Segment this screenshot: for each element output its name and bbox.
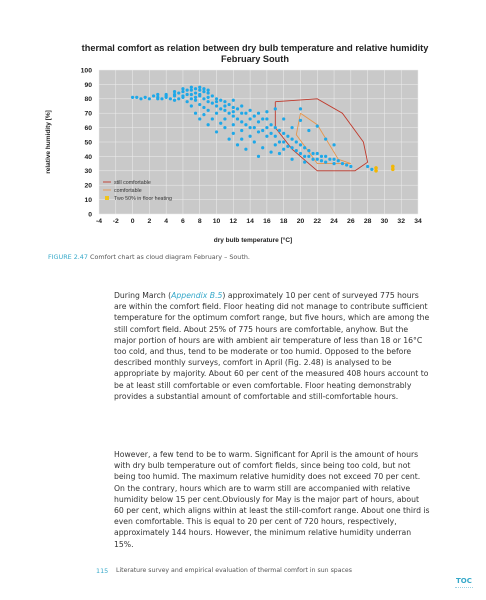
data-point bbox=[219, 99, 222, 102]
data-point bbox=[240, 104, 243, 107]
data-point bbox=[303, 155, 306, 158]
data-point bbox=[194, 91, 197, 94]
data-point bbox=[261, 129, 264, 132]
data-point bbox=[261, 146, 264, 149]
legend-label: still comfortable bbox=[114, 180, 151, 186]
data-point bbox=[219, 107, 222, 110]
legend-label: Two 50% in floor heating bbox=[114, 196, 173, 202]
data-point bbox=[253, 114, 256, 117]
y-tick-label: 40 bbox=[84, 153, 92, 161]
data-point bbox=[274, 126, 277, 129]
data-point bbox=[282, 148, 285, 151]
data-point bbox=[286, 145, 289, 148]
x-tick-label: 28 bbox=[363, 218, 372, 225]
data-point bbox=[269, 123, 272, 126]
y-tick-label: 20 bbox=[84, 182, 92, 190]
floor-heating-point bbox=[374, 169, 378, 173]
data-point bbox=[173, 94, 176, 97]
data-point bbox=[131, 96, 134, 99]
data-point bbox=[332, 162, 335, 165]
data-point bbox=[232, 123, 235, 126]
data-point bbox=[265, 117, 268, 120]
data-point bbox=[303, 146, 306, 149]
data-point bbox=[135, 96, 138, 99]
data-point bbox=[311, 158, 314, 161]
data-point bbox=[194, 87, 197, 90]
data-point bbox=[320, 155, 323, 158]
paragraph-1-rest: ) approximately 10 per cent of surveyed 775 hours are within the comfort field. Floor heating did not manage to contribute sufficient temperature for the optimum comfort range, but five hours, which are among the still comfort field. About 25% of 775 hours are comfortable, anyhow. But the major portion of hours are with ambient air temperature of less than 18 or 16°C too cold, and thus, tend to be moderate or too humid. Opposed to the before described monthly surveys, comfort in April (Fig. 2.48) is analysed to be appropriate by majority. About 60 per cent of the measured 408 hours account to be at least still comfortable or even comfortable. Floor heating demonstrably provides a substantial amount of comfortable and still-comfortable hours. bbox=[114, 291, 430, 401]
toc-link[interactable]: TOC bbox=[456, 577, 472, 585]
data-point bbox=[295, 140, 298, 143]
data-point bbox=[274, 107, 277, 110]
x-tick-label: 6 bbox=[181, 218, 185, 225]
data-point bbox=[311, 152, 314, 155]
data-point bbox=[299, 152, 302, 155]
data-point bbox=[165, 93, 168, 96]
data-point bbox=[139, 97, 142, 100]
data-point bbox=[198, 86, 201, 89]
data-point bbox=[316, 125, 319, 128]
data-point bbox=[257, 155, 260, 158]
data-point bbox=[307, 149, 310, 152]
data-point bbox=[202, 90, 205, 93]
data-point bbox=[324, 155, 327, 158]
data-point bbox=[303, 161, 306, 164]
data-point bbox=[190, 89, 193, 92]
data-point bbox=[173, 90, 176, 93]
data-point bbox=[207, 91, 210, 94]
data-point bbox=[211, 117, 214, 120]
data-point bbox=[236, 117, 239, 120]
data-point bbox=[160, 97, 163, 100]
x-tick-label: 20 bbox=[296, 218, 305, 225]
data-point bbox=[228, 103, 231, 106]
floor-heating-point bbox=[391, 168, 395, 172]
x-tick-label: 8 bbox=[197, 218, 202, 225]
data-point bbox=[228, 112, 231, 115]
data-point bbox=[194, 99, 197, 102]
y-axis-label: relative humidity [%] bbox=[45, 110, 52, 174]
data-point bbox=[173, 99, 176, 102]
x-tick-label: 14 bbox=[246, 218, 254, 225]
data-point bbox=[269, 132, 272, 135]
x-tick-label: 24 bbox=[330, 218, 338, 225]
data-point bbox=[257, 120, 260, 123]
x-tick-label: 30 bbox=[380, 218, 389, 225]
running-title: Literature survey and empirical evaluation of thermal comfort in sun spaces bbox=[116, 567, 352, 574]
data-point bbox=[207, 100, 210, 103]
y-tick-label: 70 bbox=[84, 110, 92, 118]
data-point bbox=[278, 152, 281, 155]
data-point bbox=[223, 100, 226, 103]
data-point bbox=[207, 109, 210, 112]
data-point bbox=[299, 143, 302, 146]
data-point bbox=[282, 117, 285, 120]
data-point bbox=[307, 129, 310, 132]
data-point bbox=[274, 143, 277, 146]
y-tick-label: 30 bbox=[84, 168, 92, 176]
data-point bbox=[165, 96, 168, 99]
data-point bbox=[215, 130, 218, 133]
data-point bbox=[202, 87, 205, 90]
data-point bbox=[320, 159, 323, 162]
data-point bbox=[232, 106, 235, 109]
data-point bbox=[198, 103, 201, 106]
data-point bbox=[290, 146, 293, 149]
paragraph-1-start: During March ( bbox=[114, 291, 172, 300]
data-point bbox=[232, 110, 235, 113]
data-point bbox=[290, 158, 293, 161]
data-point bbox=[240, 129, 243, 132]
data-point bbox=[366, 165, 369, 168]
data-point bbox=[177, 97, 180, 100]
y-tick-label: 50 bbox=[84, 139, 92, 147]
data-point bbox=[215, 100, 218, 103]
data-point bbox=[269, 150, 272, 153]
toc-underline bbox=[455, 587, 473, 589]
data-point bbox=[186, 93, 189, 96]
data-point bbox=[249, 126, 252, 129]
data-point bbox=[282, 140, 285, 143]
data-point bbox=[223, 117, 226, 120]
data-point bbox=[223, 126, 226, 129]
data-point bbox=[332, 143, 335, 146]
data-point bbox=[186, 100, 189, 103]
data-point bbox=[207, 89, 210, 92]
data-point bbox=[345, 163, 348, 166]
data-point bbox=[282, 132, 285, 135]
data-point bbox=[370, 168, 373, 171]
data-point bbox=[215, 112, 218, 115]
data-point bbox=[207, 96, 210, 99]
data-point bbox=[307, 155, 310, 158]
data-point bbox=[223, 104, 226, 107]
data-point bbox=[177, 91, 180, 94]
x-tick-label: 34 bbox=[414, 218, 422, 225]
x-tick-label: 2 bbox=[147, 218, 152, 225]
data-point bbox=[349, 165, 352, 168]
data-point bbox=[257, 112, 260, 115]
figure-caption-text: Comfort chart as cloud diagram February – South. bbox=[89, 253, 250, 261]
data-point bbox=[244, 123, 247, 126]
data-point bbox=[202, 97, 205, 100]
data-point bbox=[316, 158, 319, 161]
data-point bbox=[198, 93, 201, 96]
x-tick-label: 26 bbox=[347, 218, 355, 225]
data-point bbox=[337, 159, 340, 162]
data-point bbox=[286, 135, 289, 138]
data-point bbox=[223, 109, 226, 112]
data-point bbox=[240, 112, 243, 115]
x-tick-label: 32 bbox=[397, 218, 405, 225]
data-point bbox=[240, 138, 243, 141]
data-point bbox=[295, 149, 298, 152]
y-tick-label: 10 bbox=[84, 197, 92, 204]
data-point bbox=[156, 93, 159, 96]
x-tick-label: 10 bbox=[212, 218, 221, 225]
data-point bbox=[278, 129, 281, 132]
data-point bbox=[198, 117, 201, 120]
x-tick-label: 18 bbox=[279, 218, 288, 225]
data-point bbox=[156, 97, 159, 100]
page-number: 115 bbox=[96, 567, 109, 575]
data-point bbox=[228, 138, 231, 141]
data-point bbox=[181, 90, 184, 93]
y-tick-label: 80 bbox=[84, 96, 92, 104]
data-point bbox=[215, 104, 218, 107]
x-tick-label: 0 bbox=[130, 218, 135, 225]
data-point bbox=[249, 135, 252, 138]
data-point bbox=[148, 97, 151, 100]
data-point bbox=[253, 140, 256, 143]
legend-swatch bbox=[105, 196, 109, 200]
data-point bbox=[232, 132, 235, 135]
paragraph-1 bbox=[114, 290, 430, 402]
data-point bbox=[278, 140, 281, 143]
data-point bbox=[198, 89, 201, 92]
x-axis-label: dry bulb temperature [°C] bbox=[213, 237, 293, 244]
figure-label: FIGURE 2.47 bbox=[48, 253, 88, 261]
data-point bbox=[257, 130, 260, 133]
data-point bbox=[190, 93, 193, 96]
data-point bbox=[169, 97, 172, 100]
data-point bbox=[232, 114, 235, 117]
data-point bbox=[207, 123, 210, 126]
data-point bbox=[261, 117, 264, 120]
y-tick-label: 100 bbox=[80, 67, 92, 75]
data-point bbox=[265, 135, 268, 138]
x-tick-label: -2 bbox=[112, 218, 119, 225]
data-point bbox=[211, 94, 214, 97]
data-point bbox=[181, 94, 184, 97]
data-point bbox=[202, 113, 205, 116]
data-point bbox=[341, 162, 344, 165]
data-point bbox=[324, 138, 327, 141]
data-point bbox=[181, 87, 184, 90]
data-point bbox=[202, 106, 205, 109]
data-point bbox=[194, 96, 197, 99]
data-point bbox=[240, 120, 243, 123]
data-point bbox=[253, 126, 256, 129]
data-point bbox=[236, 107, 239, 110]
data-point bbox=[152, 94, 155, 97]
x-tick-label: 22 bbox=[313, 218, 322, 225]
y-tick-label: 60 bbox=[84, 125, 92, 132]
data-point bbox=[299, 119, 302, 122]
data-point bbox=[328, 158, 331, 161]
y-tick-label: 90 bbox=[84, 81, 92, 89]
data-point bbox=[219, 122, 222, 125]
comfort-scatter-chart bbox=[0, 0, 486, 250]
data-point bbox=[290, 138, 293, 141]
paragraph-2: However, a few tend to be to warm. Significant for April is the amount of hours with dry bulb temperature out of comfort fields, since being too cold, but not being too humid. The maximum relative humidity does not exceed 70 per cent. On the contrary, hours which are to warm still are accompanied with relative humidity below 15 per cent.Obviously for May is the major part of hours, about 60 per cent, which aligns within at least the still-comfort range. About one third is even comfortable. This is equal to 20 per cent of 720 hours, respectively, approximately 144 hours. However, the minimum relative humidity underran 15%. bbox=[114, 450, 430, 549]
chart-title-line-2: February South bbox=[221, 54, 289, 64]
data-point bbox=[190, 97, 193, 100]
x-tick-label: 16 bbox=[263, 218, 271, 225]
data-point bbox=[324, 161, 327, 164]
data-point bbox=[190, 86, 193, 89]
data-point bbox=[274, 135, 277, 138]
data-point bbox=[265, 126, 268, 129]
data-point bbox=[332, 158, 335, 161]
data-point bbox=[290, 126, 293, 129]
x-tick-label: 4 bbox=[164, 218, 169, 225]
appendix-link[interactable]: Appendix B.5 bbox=[171, 291, 223, 300]
data-point bbox=[244, 112, 247, 115]
y-tick-label: 0 bbox=[88, 211, 92, 219]
chart-title-line-1: thermal comfort as relation between dry bulb temperature and relative humidity bbox=[81, 43, 429, 53]
legend-label: comfortable bbox=[114, 188, 142, 194]
data-point bbox=[249, 117, 252, 120]
data-point bbox=[236, 143, 239, 146]
data-point bbox=[211, 102, 214, 105]
data-point bbox=[190, 104, 193, 107]
figure-caption bbox=[48, 253, 250, 261]
data-point bbox=[215, 97, 218, 100]
data-point bbox=[244, 148, 247, 151]
data-point bbox=[232, 99, 235, 102]
data-point bbox=[249, 109, 252, 112]
data-point bbox=[186, 89, 189, 92]
data-point bbox=[194, 112, 197, 115]
data-point bbox=[299, 107, 302, 110]
x-tick-label: -4 bbox=[95, 218, 103, 225]
x-tick-label: 12 bbox=[229, 218, 238, 225]
data-point bbox=[316, 152, 319, 155]
data-point bbox=[144, 96, 147, 99]
data-point bbox=[265, 110, 268, 113]
